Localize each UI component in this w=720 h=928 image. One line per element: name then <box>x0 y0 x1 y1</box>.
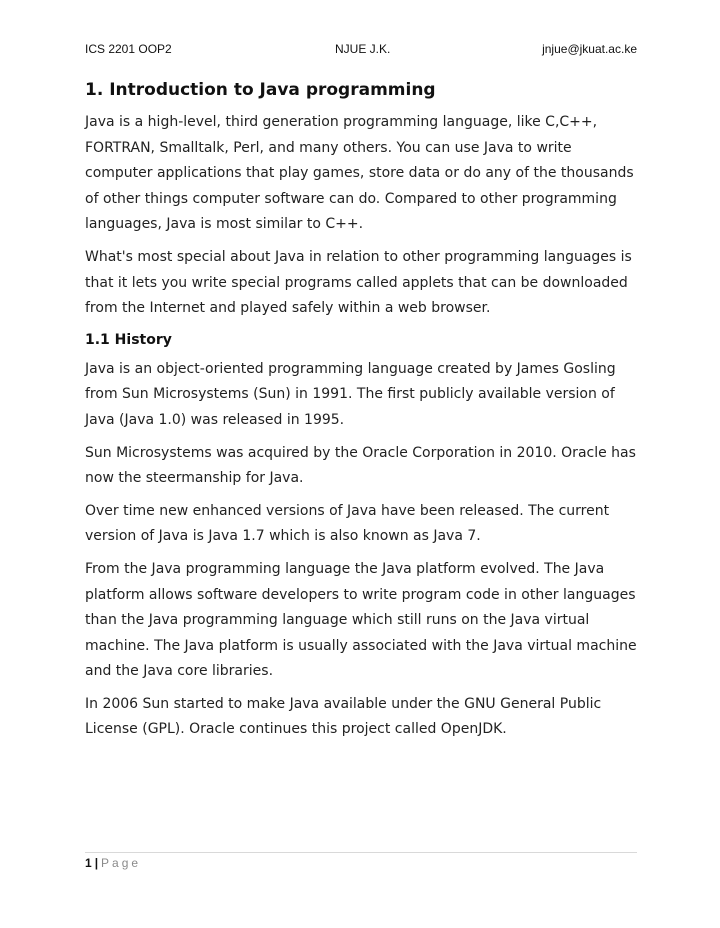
page-label: Page <box>101 856 142 870</box>
footer-divider <box>85 852 637 853</box>
page-footer <box>85 855 141 871</box>
paragraph-history-4: From the Java programming language the Java platform evolved. The Java platform allows software developers to write program code in other languages than the Java programming language which still runs on the Java virtual machine. The Java platform is usually associated with the Java virtual machine and the Java core libraries. <box>85 560 637 680</box>
section-title-introduction: 1. Introduction to Java programming <box>85 80 436 100</box>
section-title-history: 1.1 History <box>85 331 172 348</box>
paragraph-intro-2: What's most special about Java in relation to other programming languages is that it lets you write special programs called applets that can be downloaded from the Internet and played safely within a web browser. <box>85 248 632 317</box>
paragraph-history-3: Over time new enhanced versions of Java have been released. The current version of Java is Java 1.7 which is also known as Java 7. <box>85 502 610 545</box>
page-number: 1 <box>85 856 92 870</box>
page-header <box>85 42 637 58</box>
paragraph-history-1: Java is an object-oriented programming language created by James Gosling from Sun Microsystems (Sun) in 1991. The first publicly available version of Java (Java 1.0) was released in 1995. <box>85 360 616 428</box>
footer-separator: | <box>94 856 99 870</box>
header-course-code: ICS 2201 OOP2 <box>85 42 172 56</box>
header-author: NJUE J.K. <box>335 42 391 56</box>
paragraph-history-2: Sun Microsystems was acquired by the Oracle Corporation in 2010. Oracle has now the steermanship for Java. <box>85 444 636 487</box>
paragraph-intro-1: Java is a high-level, third generation programming language, like C,C++, FORTRAN, Smalltalk, Perl, and many others. You can use Java to write computer applications that play games, store data or do any of the thousands of other things computer software can do. Compared to other programming languages, Java is most similar to C++. <box>85 114 634 233</box>
document-body <box>85 78 637 750</box>
paragraph-history-5: In 2006 Sun started to make Java available under the GNU General Public License (GPL). Oracle continues this project called OpenJDK. <box>85 695 602 738</box>
header-email: jnjue@jkuat.ac.ke <box>542 42 637 56</box>
